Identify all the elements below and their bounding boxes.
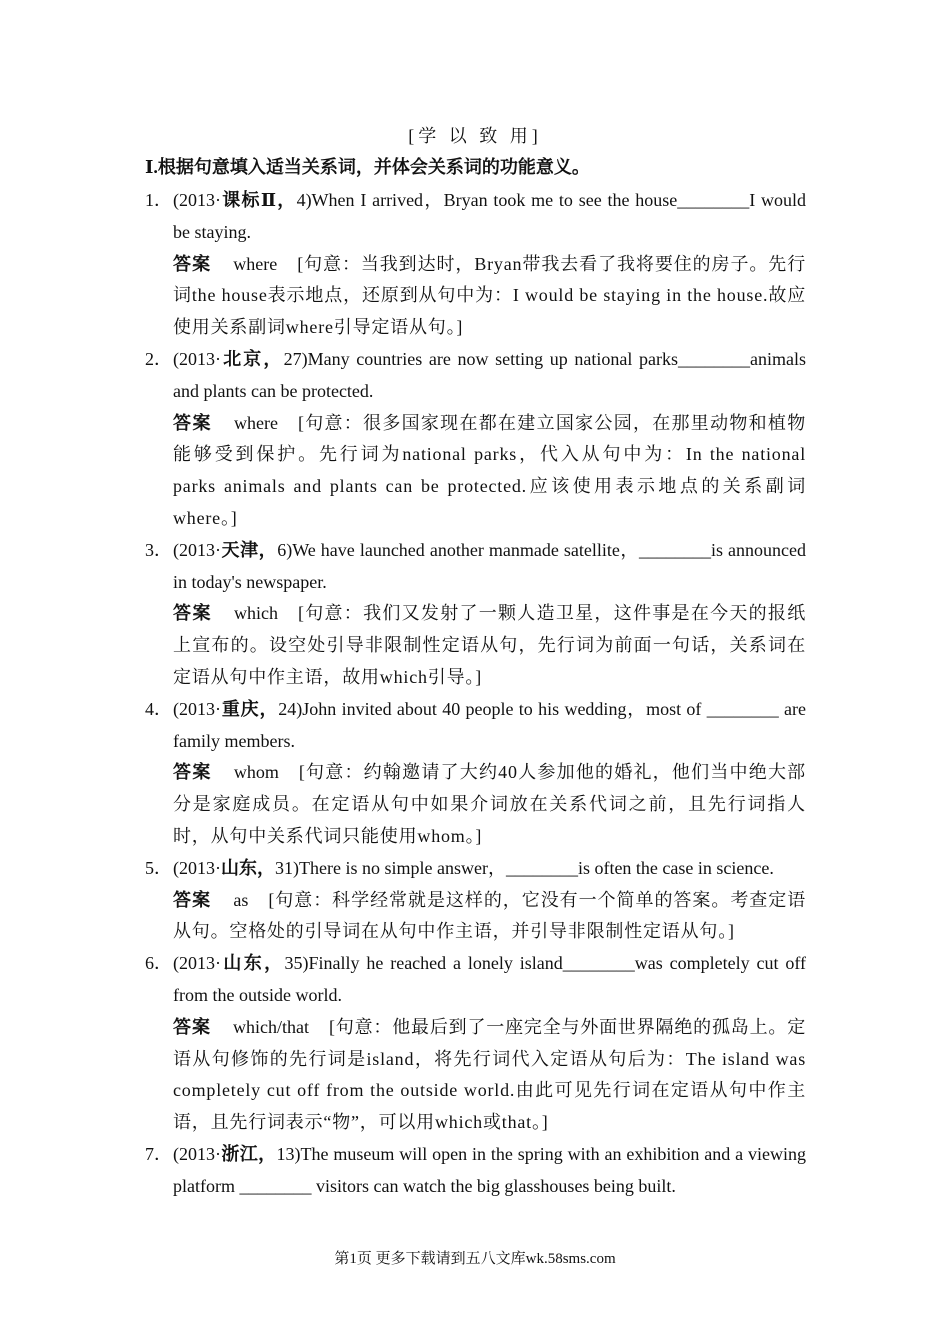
- question-text: 3． (2013·天津，6)We have launched another manmade satellite，________is announced in today's newspaper.: [140, 535, 806, 599]
- answer-explanation: [句意：当我到达时，Bryan带我去看了我将要住的房子。先行词the house表示地点，还原到从句中为：I would be staying in the house.故应使用关系副词where引导定语从句。]: [173, 253, 807, 338]
- question-text: 4． (2013·重庆，24)John invited about 40 people to his wedding，most of ________ are family members.: [140, 694, 806, 758]
- answer-value: where: [233, 412, 278, 433]
- answer-value: which/that: [233, 1016, 310, 1037]
- question-item: [140, 694, 806, 853]
- question-number: 6．: [145, 953, 172, 974]
- question-source: 重庆，: [221, 698, 279, 719]
- section-heading: Ⅰ.根据句意填入适当关系词，并体会关系词的功能意义。: [145, 157, 590, 177]
- question-body: 27)Many countries are now setting up national parks________animals and plants can be protected.: [173, 348, 807, 401]
- answer-explanation: [句意：他最后到了一座完全与外面世界隔绝的孤岛上。定语从句修饰的先行词是island，将先行词代入定语从句后为：The island was completely cut off from the outside world.由此可见先行词在定语从句中作主语，且先行词表示“物”，可以用which或that。]: [173, 1016, 807, 1133]
- question-text: 7． (2013·浙江，13)The museum will open in the spring with an exhibition and a viewing platform ________ visitors can watch the big glasshouses being built.: [140, 1139, 806, 1203]
- answer-label: 答案: [173, 253, 212, 274]
- answer-block: [140, 757, 806, 852]
- answer-label: 答案: [173, 889, 212, 910]
- answer-value: which: [233, 603, 278, 624]
- question-item: [140, 185, 806, 344]
- question-number: 7．: [145, 1143, 172, 1164]
- answer-block: [140, 408, 806, 535]
- answer-label: 答案: [173, 762, 212, 783]
- question-body: 24)John invited about 40 people to his wedding，most of ________ are family members.: [173, 698, 806, 751]
- question-text: 2． (2013·北京，27)Many countries are now setting up national parks________animals and plants can be protected.: [140, 344, 806, 408]
- question-body: 13)The museum will open in the spring with an exhibition and a viewing platform ________ visitors can watch the big glasshouses being built.: [173, 1143, 806, 1196]
- question-source: 浙江，: [221, 1143, 277, 1164]
- question-text: 5． (2013·山东，31)There is no simple answer，________is often the case in science.: [140, 853, 806, 885]
- answer-block: [140, 598, 806, 693]
- question-source: 山东，: [221, 953, 285, 974]
- question-text: 1． (2013·课标Ⅱ，4)When I arrived，Bryan took me to see the house________I would be staying.: [140, 185, 806, 249]
- answer-explanation: [句意：科学经常就是这样的，它没有一个简单的答案。考查定语从句。空格处的引导词在从句中作主语，并引导非限制性定语从句。]: [173, 889, 806, 942]
- question-body: 6)We have launched another manmade satellite，________is announced in today's newspaper.: [173, 539, 807, 592]
- question-number: 3．: [145, 539, 172, 560]
- answer-explanation: [句意：很多国家现在都在建立国家公园，在那里动物和植物能够受到保护。先行词为national parks，代入从句中为：In the national parks animals and plants can be protected.应该使用表示地点的关系副词where。]: [173, 412, 807, 528]
- question-number: 5．: [145, 857, 172, 878]
- question-list: [140, 185, 806, 1203]
- answer-value: where: [233, 253, 278, 274]
- answer-label: 答案: [173, 603, 212, 624]
- question-item: [140, 344, 806, 535]
- question-item: [140, 948, 806, 1139]
- answer-value: whom: [233, 762, 279, 783]
- question-item: [140, 535, 806, 694]
- question-number: 4．: [145, 698, 172, 719]
- page-title: [学 以 致 用]: [408, 126, 542, 146]
- question-number: 1．: [145, 190, 172, 210]
- answer-label: 答案: [173, 412, 212, 433]
- question-number: 2．: [145, 348, 172, 369]
- answer-block: [140, 1012, 806, 1139]
- answer-value: as: [233, 889, 249, 910]
- question-item: [140, 1139, 806, 1203]
- question-source: 课标Ⅱ，: [221, 190, 297, 210]
- question-body: 35)Finally he reached a lonely island________was completely cut off from the outside world.: [173, 953, 806, 1005]
- question-source: 天津，: [221, 539, 278, 560]
- answer-explanation: [句意：我们又发射了一颗人造卫星，这件事是在今天的报纸上宣布的。设空处引导非限制性定语从句，先行词为前面一句话，关系词在定语从句中作主语，故用which引导。]: [173, 603, 807, 687]
- answer-explanation: [句意：约翰邀请了大约40人参加他的婚礼，他们当中绝大部分是家庭成员。在定语从句中如果介词放在关系代词之前，且先行词指人时，从句中关系代词只能使用whom。]: [173, 762, 806, 846]
- answer-label: 答案: [173, 1016, 212, 1037]
- question-text: 6． (2013·山东，35)Finally he reached a lonely island________was completely cut off from the outside world.: [140, 948, 806, 1012]
- question-item: [140, 853, 806, 948]
- question-source: 北京，: [221, 348, 284, 369]
- question-body: 31)There is no simple answer，________is often the case in science.: [275, 857, 774, 878]
- answer-block: [140, 885, 806, 949]
- question-body: 4)When I arrived，Bryan took me to see the house________I would be staying.: [173, 190, 806, 242]
- question-source: 山东，: [221, 857, 275, 878]
- answer-block: [140, 249, 806, 344]
- page-footer: 第1页 更多下载请到五八文库wk.58sms.com: [334, 1251, 616, 1267]
